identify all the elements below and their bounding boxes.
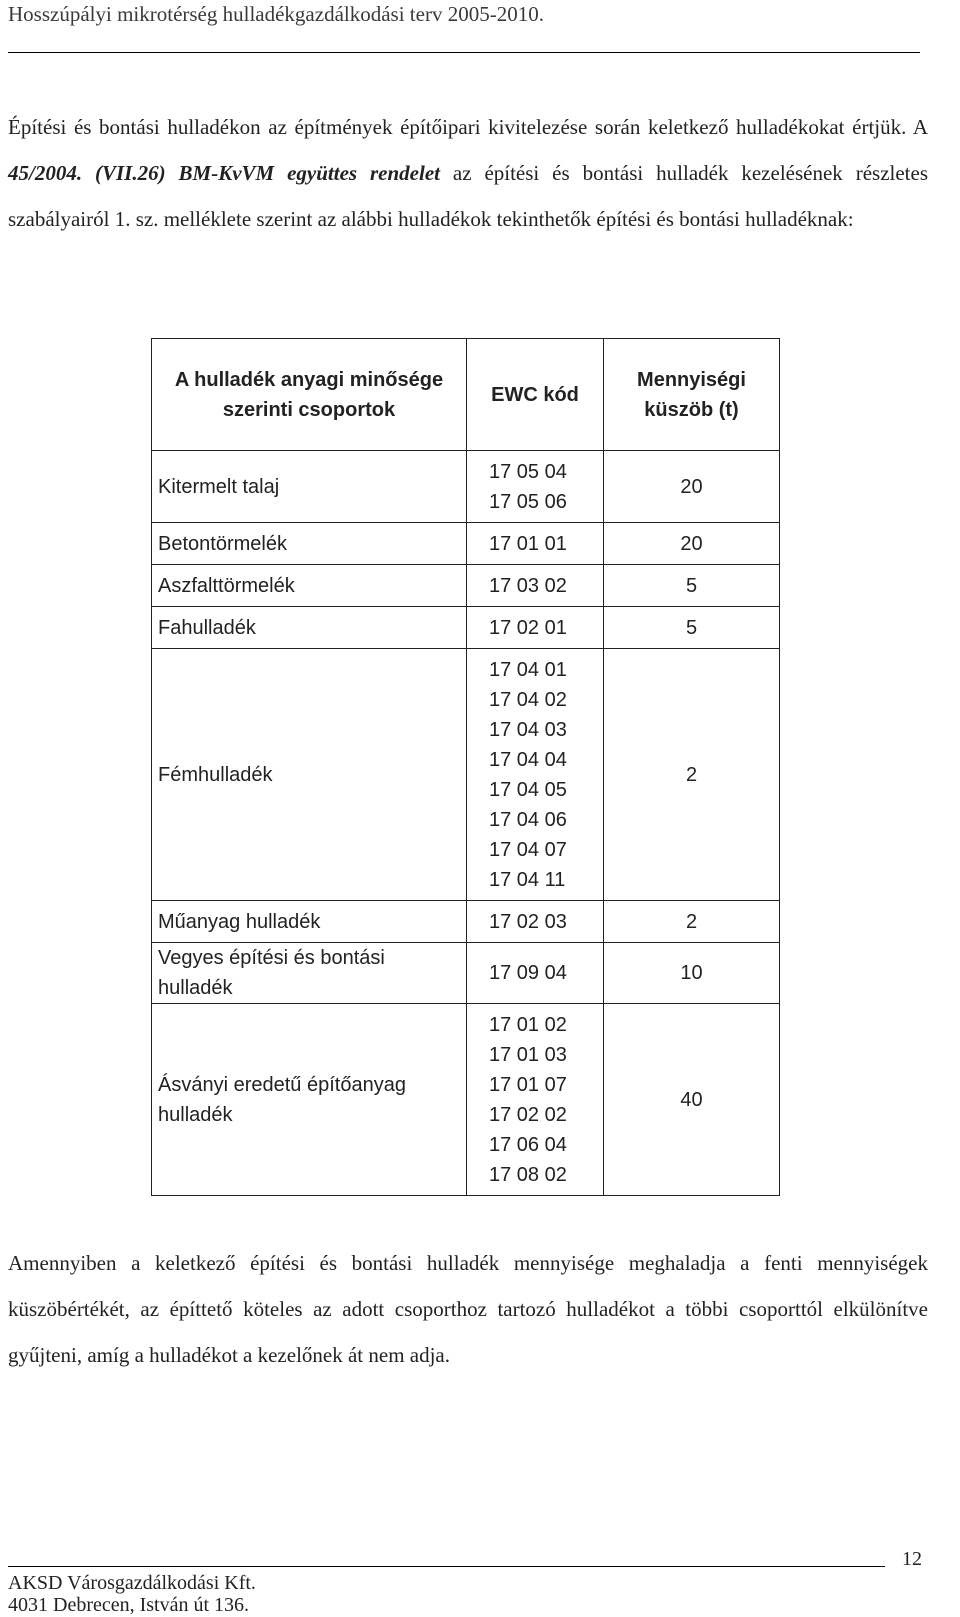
row-group-name: Fahulladék [152, 607, 467, 649]
row-group-name: Műanyag hulladék [152, 901, 467, 943]
footer-company: AKSD Városgazdálkodási Kft. [8, 1572, 256, 1594]
row-threshold: 40 [604, 1004, 780, 1196]
row-ewc-codes: 17 03 02 [467, 565, 604, 607]
row-threshold: 2 [604, 901, 780, 943]
table-row [152, 607, 780, 649]
header-divider [8, 52, 920, 53]
row-group-name: Ásványi eredetű építőanyag hulladék [152, 1004, 467, 1196]
header-group: A hulladék anyagi minősége szerinti csoportok [152, 339, 467, 451]
row-ewc-codes: 17 02 01 [467, 607, 604, 649]
table-row [152, 1004, 780, 1196]
row-group-name: Fémhulladék [152, 649, 467, 901]
intro-paragraph [8, 104, 928, 242]
footer-address: 4031 Debrecen, István út 136. [8, 1594, 250, 1616]
decree-number: 45/2004. (VII.26) [8, 161, 166, 185]
waste-table [151, 338, 780, 1196]
row-group-name: Vegyes építési és bontási hulladék [152, 943, 467, 1004]
table-row [152, 901, 780, 943]
row-ewc-codes: 17 02 03 [467, 901, 604, 943]
header-threshold: Mennyiségi küszöb (t) [604, 339, 780, 451]
row-group-name: Betontörmelék [152, 523, 467, 565]
table-row [152, 649, 780, 901]
table-row [152, 565, 780, 607]
running-header-title: Hosszúpályi mikrotérség hulladékgazdálkodási terv 2005-2010. [8, 2, 544, 26]
table-row [152, 943, 780, 1004]
table-row [152, 523, 780, 565]
row-ewc-codes: 17 05 04 17 05 06 [467, 451, 604, 523]
header-code: EWC kód [467, 339, 604, 451]
footer-divider [8, 1566, 885, 1567]
intro-text-part2: az építési és bontási hulladék kezelésének részletes szabályairól 1. sz. melléklete szerint az alábbi hulladékok tekinthetők építési és bontási hulladéknak: [8, 161, 928, 231]
row-threshold: 5 [604, 607, 780, 649]
page-number: 12 [902, 1548, 922, 1570]
row-group-name: Aszfalttörmelék [152, 565, 467, 607]
decree-name: BM-KvVM együttes rendelet [178, 161, 440, 185]
table-row [152, 451, 780, 523]
row-ewc-codes: 17 01 01 [467, 523, 604, 565]
row-ewc-codes: 17 04 01 17 04 02 17 04 03 17 04 04 17 04 05 17 04 06 17 04 07 17 04 11 [467, 649, 604, 901]
row-ewc-codes: 17 01 02 17 01 03 17 01 07 17 02 02 17 06 04 17 08 02 [467, 1004, 604, 1196]
row-threshold: 20 [604, 451, 780, 523]
row-threshold: 20 [604, 523, 780, 565]
row-threshold: 2 [604, 649, 780, 901]
table-body [152, 451, 780, 1196]
row-ewc-codes: 17 09 04 [467, 943, 604, 1004]
intro-text-part1: Építési és bontási hulladékon az építmények építőipari kivitelezése során keletkező hulladékokat értjük. A [8, 115, 928, 139]
row-threshold: 5 [604, 565, 780, 607]
closing-paragraph: Amennyiben a keletkező építési és bontási hulladék mennyisége meghaladja a fenti mennyiségek küszöbértékét, az építtető köteles az adott csoporthoz tartozó hulladékot a többi csoporttól elkülönítve gyűjteni, amíg a hulladékot a kezelőnek át nem adja. [8, 1251, 928, 1367]
row-group-name: Kitermelt talaj [152, 451, 467, 523]
row-threshold: 10 [604, 943, 780, 1004]
